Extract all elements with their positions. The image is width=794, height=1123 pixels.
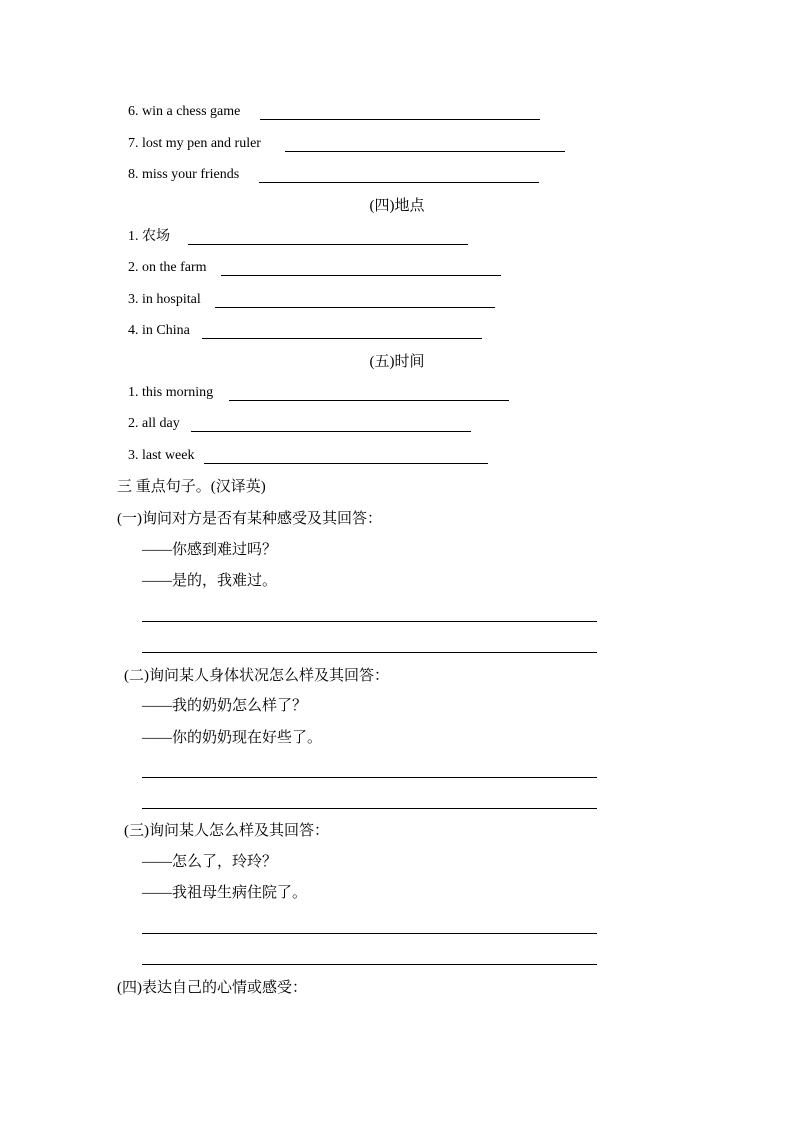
time-blank-3[interactable] xyxy=(204,463,488,464)
time-item-2: 2. all day xyxy=(128,416,180,431)
vocab-item-6: 6. win a chess game xyxy=(128,104,241,119)
group-2-heading: (二)询问某人身体状况怎么样及其回答： xyxy=(124,668,389,684)
group-2-question: ——我的奶奶怎么样了？ xyxy=(142,698,308,714)
group-2-blank-2[interactable] xyxy=(142,808,597,809)
group-3-question: ——怎么了，玲玲？ xyxy=(142,854,278,870)
place-blank-3[interactable] xyxy=(215,307,495,308)
section-title: 三 重点句子。(汉译英) xyxy=(117,479,266,495)
group-3-blank-1[interactable] xyxy=(142,933,597,934)
time-item-3: 3. last week xyxy=(128,448,195,463)
group-2-answer: ——你的奶奶现在好些了。 xyxy=(142,730,323,746)
time-heading: (五)时间 xyxy=(369,354,425,370)
place-blank-1[interactable] xyxy=(188,244,468,245)
place-blank-2[interactable] xyxy=(221,275,501,276)
answer-blank-8[interactable] xyxy=(259,182,539,183)
group-2-blank-1[interactable] xyxy=(142,777,597,778)
group-3-blank-2[interactable] xyxy=(142,964,597,965)
time-item-1: 1. this morning xyxy=(128,385,214,400)
group-1-question: ——你感到难过吗？ xyxy=(142,542,278,558)
group-1-blank-1[interactable] xyxy=(142,621,597,622)
group-3-answer: ——我祖母生病住院了。 xyxy=(142,885,308,901)
answer-blank-7[interactable] xyxy=(285,151,565,152)
group-1-blank-2[interactable] xyxy=(142,652,597,653)
place-item-1: 1. 农场 xyxy=(128,229,170,244)
place-item-3: 3. in hospital xyxy=(128,292,201,307)
place-item-2: 2. on the farm xyxy=(128,260,207,275)
vocab-item-7: 7. lost my pen and ruler xyxy=(128,136,261,151)
answer-blank-6[interactable] xyxy=(260,119,540,120)
group-1-heading: (一)询问对方是否有某种感受及其回答： xyxy=(117,511,382,527)
place-item-4: 4. in China xyxy=(128,323,190,338)
group-3-heading: (三)询问某人怎么样及其回答： xyxy=(124,823,329,839)
time-blank-2[interactable] xyxy=(191,431,471,432)
vocab-item-8: 8. miss your friends xyxy=(128,167,240,182)
places-heading: (四)地点 xyxy=(369,198,425,214)
group-4-heading: (四)表达自己的心情或感受： xyxy=(117,980,307,996)
group-1-answer: ——是的，我难过。 xyxy=(142,573,278,589)
place-blank-4[interactable] xyxy=(202,338,482,339)
time-blank-1[interactable] xyxy=(229,400,509,401)
